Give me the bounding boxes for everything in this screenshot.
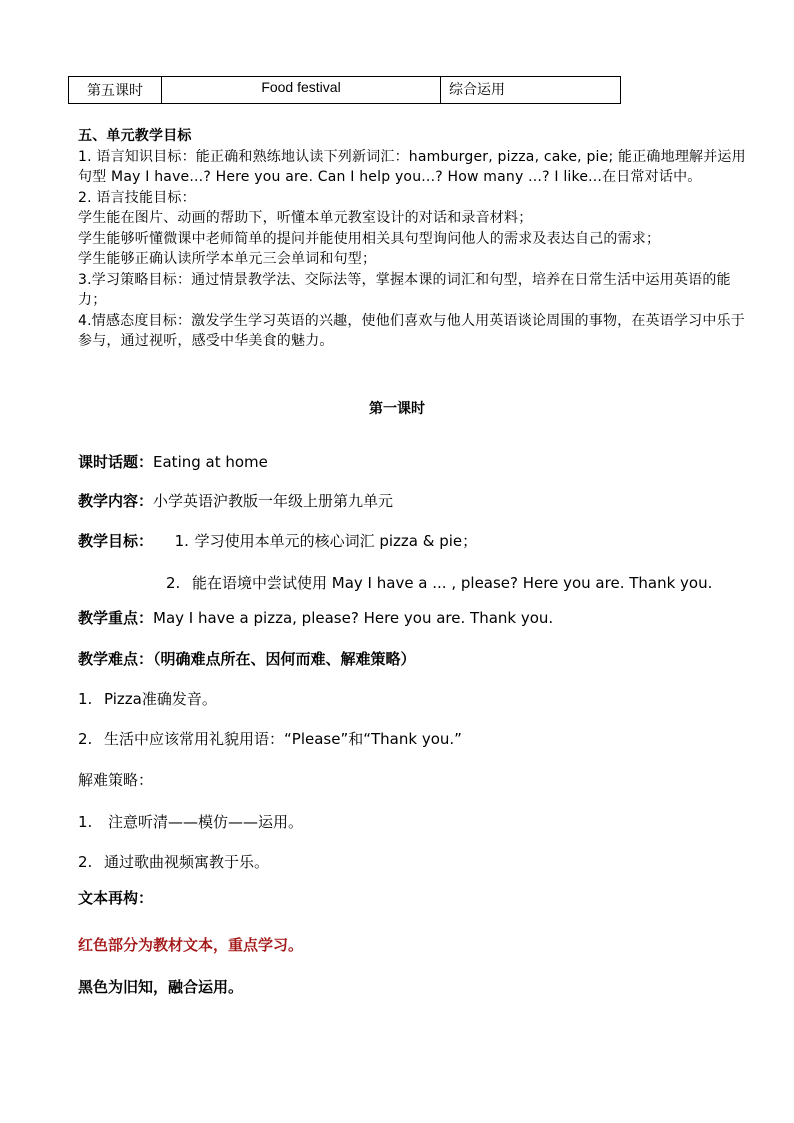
difficulty-text: 生活中应该常用礼貌用语：“Please”和“Thank you.” [104, 730, 462, 748]
unit-goal-paragraph: 学生能够正确认读所学本单元三会单词和句型； [78, 251, 377, 267]
lesson-content-value: 小学英语沪教版一年级上册第九单元 [153, 492, 394, 510]
lesson-goals-row [78, 530, 477, 551]
difficulty-item [78, 688, 217, 709]
strategy-number: 2. [78, 853, 93, 871]
unit-goal-paragraph: 学生能够听懂微课中老师简单的提问并能使用相关具句型询问他人的需求及表达自己的需求； [78, 230, 661, 247]
difficulty-text: Pizza准确发音。 [104, 690, 217, 708]
strategy-item [78, 851, 269, 872]
goal-text: 能在语境中尝试使用 May I have a ... , please? Here you are. Thank you. [192, 574, 713, 592]
lesson-topic-label: 课时话题： [78, 453, 154, 471]
unit-goal-paragraph: 3.学习策略目标：通过情景教学法、交际法等，掌握本课的词汇和句型，培养在日常生活中运用英语的能力； [78, 271, 731, 308]
table-cell-lesson-type: 综合运用 [441, 77, 621, 104]
lesson-schedule-table [68, 76, 621, 104]
black-text-note: 黑色为旧知，融合运用。 [78, 978, 244, 996]
goal-number: 2. [166, 574, 181, 592]
unit-goals-heading: 五、单元教学目标 [78, 128, 192, 144]
lesson-content-row [78, 490, 393, 511]
table-cell-lesson-topic: Food festival [162, 77, 441, 104]
red-text-note: 红色部分为教材文本，重点学习。 [78, 936, 304, 954]
unit-goal-paragraph: 4.情感态度目标：激发学生学习英语的兴趣，使他们喜欢与他人用英语谈论周围的事物，在英语学习中乐于参与，通过视听，感受中华美食的魅力。 [78, 312, 745, 349]
lesson-key-point-label: 教学重点： [78, 609, 154, 627]
difficulty-number: 1. [78, 690, 93, 708]
strategy-label: 解难策略： [78, 771, 154, 789]
lesson-title: 第一课时 [369, 401, 425, 417]
lesson-topic-row [78, 451, 268, 472]
lesson-key-point-value: May I have a pizza, please? Here you are. Thank you. [153, 609, 554, 627]
text-restructure-label: 文本再构： [78, 889, 154, 907]
strategy-item [78, 811, 303, 832]
strategy-text: 通过歌曲视频寓教于乐。 [104, 853, 270, 871]
lesson-goals-label: 教学目标： [78, 532, 154, 550]
lesson-difficulty-label: 教学难点：（明确难点所在、因何而难、解难策略） [78, 650, 416, 668]
lesson-content-label: 教学内容： [78, 492, 154, 510]
goal-text: 学习使用本单元的核心词汇 pizza & pie； [194, 532, 478, 550]
unit-goal-paragraph: 学生能在图片、动画的帮助下，听懂本单元教室设计的对话和录音材料； [78, 210, 533, 226]
table-row [69, 77, 621, 104]
lesson-goal-two-row [166, 572, 712, 593]
unit-goal-paragraph: 2. 语言技能目标： [78, 189, 196, 206]
table-cell-lesson-number: 第五课时 [69, 77, 162, 104]
difficulty-number: 2. [78, 730, 93, 748]
unit-goals-section [78, 126, 748, 352]
strategy-text: 注意听清——模仿——运用。 [108, 813, 304, 831]
lesson-topic-value: Eating at home [153, 453, 268, 471]
lesson-key-point-row [78, 607, 553, 628]
goal-number: 1. [174, 532, 189, 550]
unit-goal-paragraph: 1. 语言知识目标：能正确和熟练地认读下列新词汇：hamburger, pizza, cake, pie; 能正确地理解并运用句型 May I have...? Here you are. Can I help you...? How many ...? I like...在日常对话中。 [78, 148, 746, 185]
difficulty-item [78, 728, 462, 749]
strategy-number: 1. [78, 813, 93, 831]
